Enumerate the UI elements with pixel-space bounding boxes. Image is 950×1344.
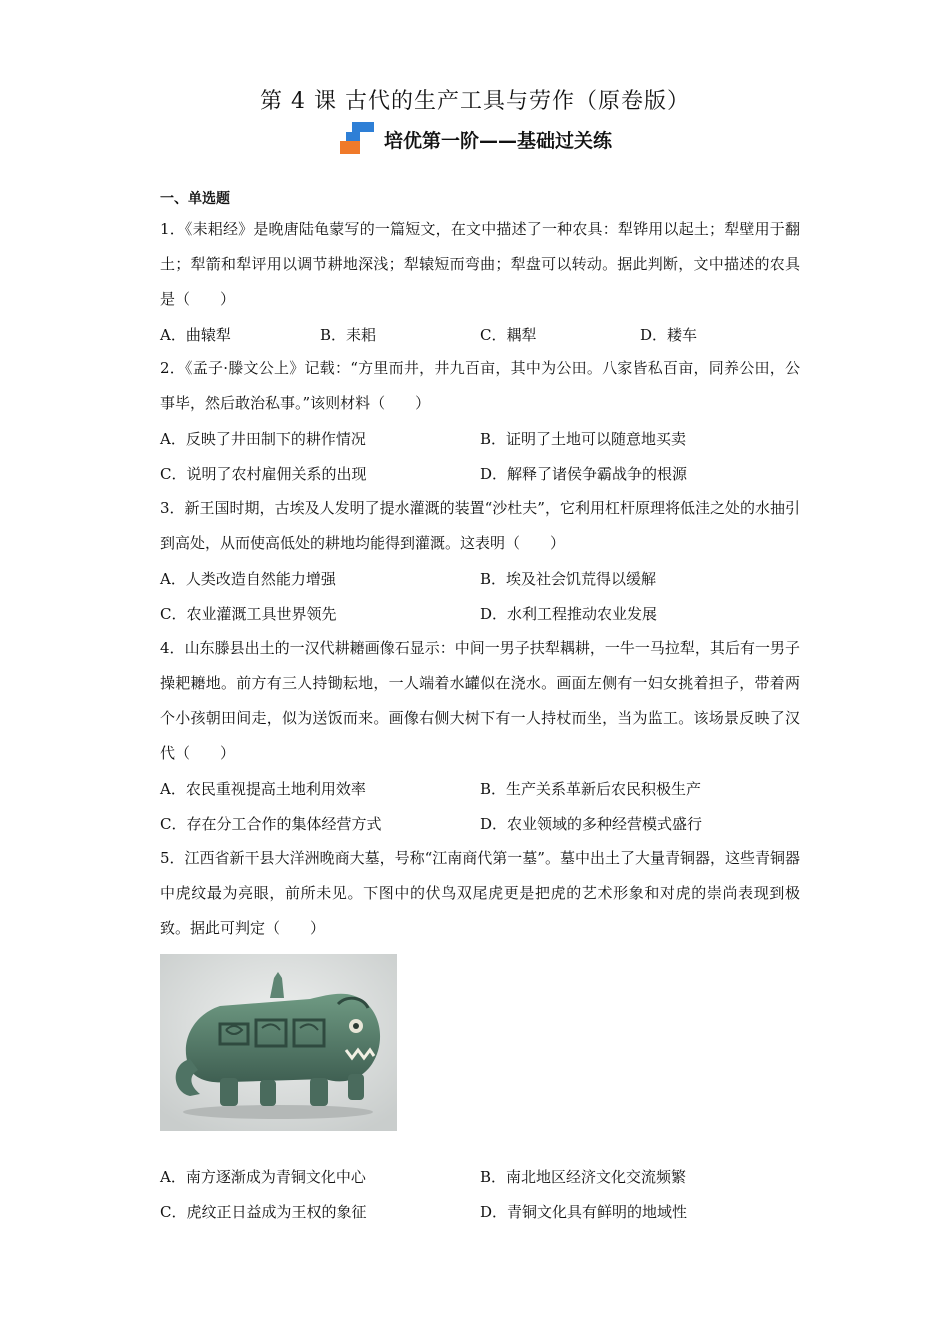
option-c[interactable]: C．虎纹正日益成为王权的象征 — [160, 1203, 367, 1221]
question-2 — [160, 351, 800, 491]
option-c[interactable]: C．说明了农村雇佣关系的出现 — [160, 465, 367, 483]
option-b[interactable]: B．耒耜 — [320, 325, 377, 344]
subtitle: 培优第一阶——基础过关练 — [383, 129, 612, 152]
option-a[interactable]: A．南方逐渐成为青铜文化中心 — [160, 1168, 366, 1186]
question-text: 3．新王国时期，古埃及人发明了提水灌溉的装置“沙杜夫”，它利用杠杆原理将低洼之处的水抽引到高处，从而使高低处的耕地均能得到灌溉。这表明（ ） — [160, 499, 800, 552]
option-d[interactable]: D．青铜文化具有鲜明的地域性 — [480, 1203, 688, 1221]
options-row — [160, 1159, 800, 1194]
option-c[interactable]: C．农业灌溉工具世界领先 — [160, 605, 337, 623]
option-d[interactable]: D．农业领域的多种经营模式盛行 — [480, 815, 703, 833]
option-b[interactable]: B．埃及社会饥荒得以缓解 — [480, 570, 657, 588]
question-text: 1．《耒耜经》是晚唐陆龟蒙写的一篇短文，在文中描述了一种农具：犁铧用以起土；犁壁用于翻土；犁箭和犁评用以调节耕地深浅；犁辕短而弯曲；犁盘可以转动。据此判断，文中描述的农具是（ ） — [160, 220, 800, 308]
options-row — [160, 421, 800, 456]
question-text: 4．山东滕县出土的一汉代耕耱画像石显示：中间一男子扶犁耦耕，一牛一马拉犁，其后有一男子操耙耱地。前方有三人持锄耘地，一人端着水罐似在浇水。画面左侧有一妇女挑着担子，带着两个小孩朝田间走，似为送饭而来。画像右侧大树下有一人持杖而坐，当为监工。该场景反映了汉代（ ） — [160, 639, 800, 762]
option-a[interactable]: A．农民重视提高土地利用效率 — [160, 780, 366, 798]
option-d[interactable]: D．耧车 — [640, 325, 698, 344]
stairs-logo-icon — [338, 122, 378, 156]
option-a[interactable]: A．人类改造自然能力增强 — [160, 570, 336, 588]
question-3 — [160, 491, 800, 631]
option-b[interactable]: B．生产关系革新后农民积极生产 — [480, 780, 702, 798]
question-text: 5．江西省新干县大洋洲晚商大墓，号称“江南商代第一墓”。墓中出土了大量青铜器，这些青铜器中虎纹最为亮眼，前所未见。下图中的伏鸟双尾虎更是把虎的艺术形象和对虎的崇尚表现到极致。据此可判定（ ） — [160, 849, 800, 937]
options-row — [160, 596, 800, 631]
question-list — [160, 212, 800, 1229]
question-1 — [160, 212, 800, 351]
options-row — [160, 561, 800, 596]
option-a[interactable]: A．曲辕犁 — [160, 325, 231, 344]
option-c[interactable]: C．耦犁 — [480, 325, 537, 344]
options-row — [160, 317, 800, 351]
option-d[interactable]: D．水利工程推动农业发展 — [480, 605, 658, 623]
option-b[interactable]: B．南北地区经济文化交流频繁 — [480, 1168, 687, 1186]
options-row — [160, 456, 800, 491]
subtitle-bar — [0, 122, 950, 162]
section-heading: 一、单选题 — [160, 191, 230, 207]
option-d[interactable]: D．解释了诸侯争霸战争的根源 — [480, 465, 688, 483]
question-text: 2．《孟子·滕文公上》记载：“方里而井，井九百亩，其中为公田。八家皆私百亩，同养公田，公事毕，然后敢治私事。”该则材料（ ） — [160, 359, 800, 412]
question-5 — [160, 841, 800, 1229]
options-row — [160, 1194, 800, 1229]
options-row — [160, 771, 800, 806]
page-title: 第 4 课 古代的生产工具与劳作（原卷版） — [260, 89, 690, 114]
options-row — [160, 806, 800, 841]
option-b[interactable]: B．证明了土地可以随意地买卖 — [480, 430, 687, 448]
option-a[interactable]: A．反映了井田制下的耕作情况 — [160, 430, 366, 448]
question-4 — [160, 631, 800, 841]
bronze-tiger-image — [160, 954, 397, 1131]
option-c[interactable]: C．存在分工合作的集体经营方式 — [160, 815, 382, 833]
